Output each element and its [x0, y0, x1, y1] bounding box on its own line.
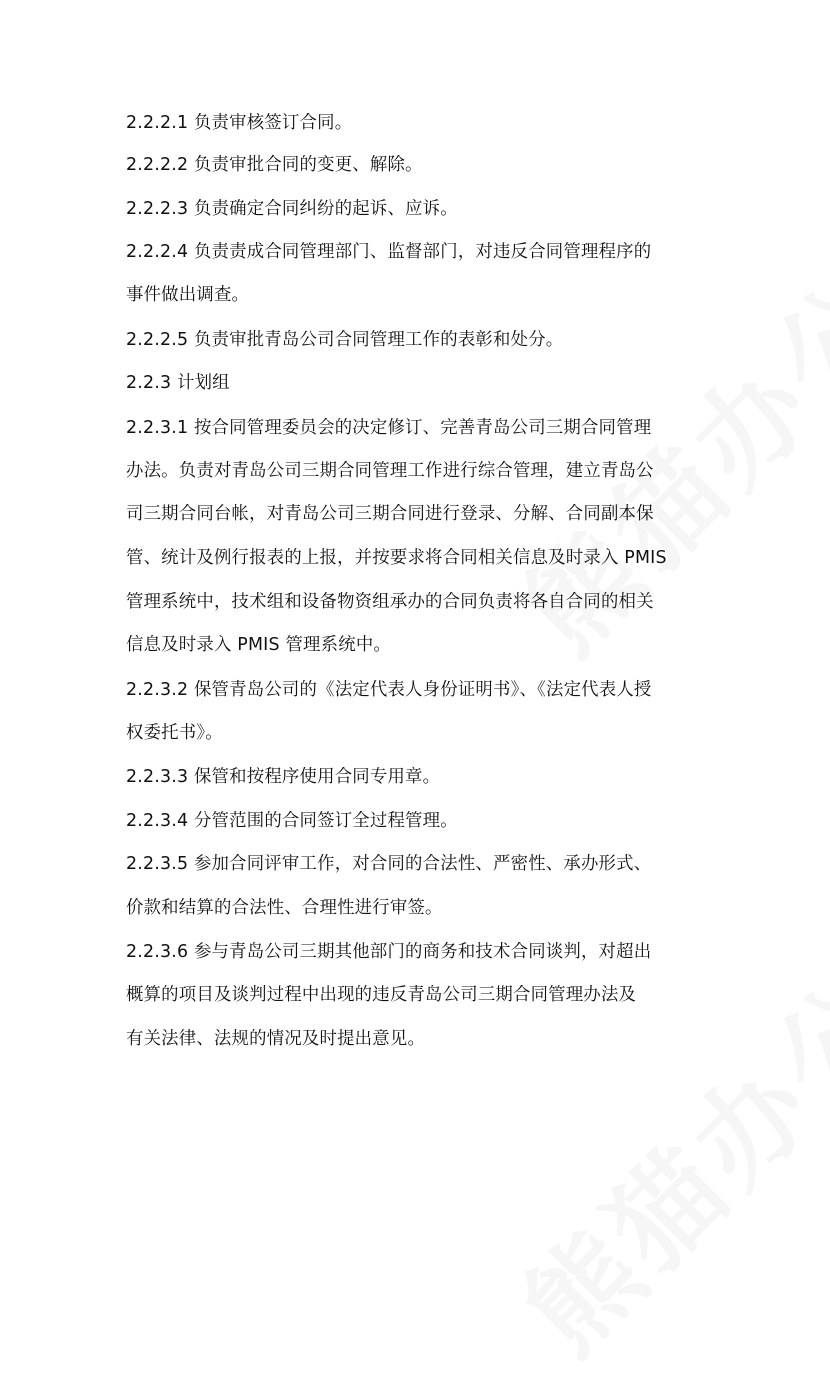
text-line: 有关法律、法规的情况及时提出意见。 [126, 1029, 426, 1049]
text-line: 概算的项目及谈判过程中出现的违反青岛公司三期合同管理办法及 [126, 985, 637, 1005]
text-line: 2.2.3.6 参与青岛公司三期其他部门的商务和技术合同谈判，对超出 [126, 942, 652, 962]
text-line: 权委托书》。 [126, 723, 223, 743]
text-line: 2.2.2.2 负责审批合同的变更、解除。 [126, 155, 423, 175]
text-line: 管理系统中，技术组和设备物资组承办的合同负责将各自合同的相关 [126, 592, 654, 612]
text-line: 信息及时录入 PMIS 管理系统中。 [126, 635, 392, 655]
text-line: 2.2.3.3 保管和按程序使用合同专用章。 [126, 767, 441, 787]
text-line: 事件做出调查。 [126, 285, 250, 305]
text-line: 2.2.2.1 负责审核签订合同。 [126, 113, 353, 133]
text-line: 司三期合同台帐，对青岛公司三期合同进行登录、分解、合同副本保 [126, 504, 654, 524]
text-line: 2.2.2.3 负责确定合同纠纷的起诉、应诉。 [126, 199, 458, 219]
text-line: 2.2.2.5 负责审批青岛公司合同管理工作的表彰和处分。 [126, 330, 564, 350]
section-heading: 2.2.3 计划组 [126, 373, 230, 393]
text-line: 管、统计及例行报表的上报，并按要求将合同相关信息及时录入 PMIS [126, 548, 667, 568]
text-line: 2.2.3.2 保管青岛公司的《法定代表人身份证明书》、《法定代表人授 [126, 680, 652, 700]
text-line: 2.2.3.4 分管范围的合同签订全过程管理。 [126, 811, 458, 831]
text-line: 2.2.3.1 按合同管理委员会的决定修订、完善青岛公司三期合同管理 [126, 418, 652, 438]
text-line: 办法。负责对青岛公司三期合同管理工作进行综合管理，建立青岛公 [126, 461, 654, 481]
text-line: 2.2.3.5 参加合同评审工作，对合同的合法性、严密性、承办形式、 [126, 854, 652, 874]
text-line: 价款和结算的合法性、合理性进行审签。 [126, 898, 443, 918]
text-line: 2.2.2.4 负责责成合同管理部门、监督部门，对违反合同管理程序的 [126, 242, 652, 262]
